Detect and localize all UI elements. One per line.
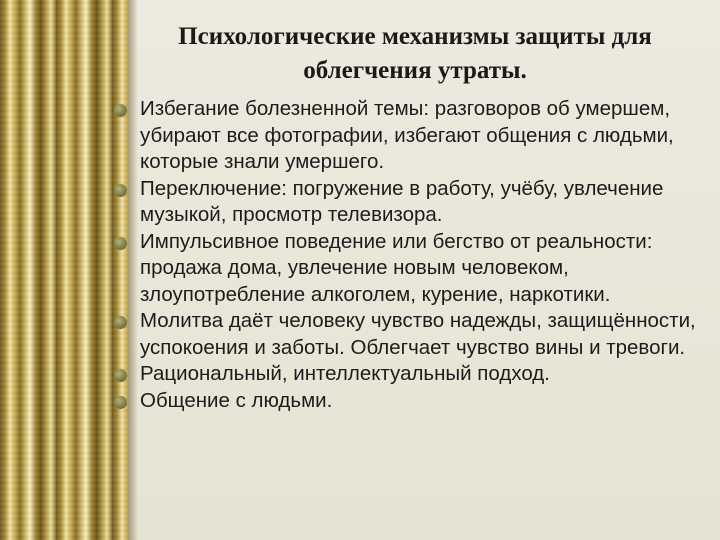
bullet-icon <box>114 104 127 117</box>
list-item <box>112 308 712 361</box>
bullet-text: Избегание болезненной темы: разговоров об умершем, убирают все фотографии, избегают общения с людьми, которые знали умершего. <box>140 97 674 173</box>
bullet-icon <box>114 396 127 409</box>
bullet-icon <box>114 184 127 197</box>
list-item <box>112 361 712 388</box>
bullet-icon <box>114 237 127 250</box>
slide-title: Психологические механизмы защиты для облегчения утраты. <box>178 23 652 84</box>
list-item <box>112 176 712 229</box>
bullet-text: Рациональный, интеллектуальный подход. <box>140 362 550 385</box>
gold-decorative-band <box>0 0 128 540</box>
list-item <box>112 96 712 176</box>
list-item <box>112 388 712 415</box>
bullet-text: Переключение: погружение в работу, учёбу, увлечение музыкой, просмотр телевизора. <box>140 176 664 226</box>
bullet-icon <box>114 369 127 382</box>
list-item <box>112 229 712 309</box>
bullet-list <box>112 96 712 414</box>
bullet-text: Молитва даёт человеку чувство надежды, защищённости, успокоения и заботы. Облегчает чувство вины и тревоги. <box>140 309 696 359</box>
bullet-text: Общение с людьми. <box>140 388 333 412</box>
bullet-text: Импульсивное поведение или бегство от реальности: продажа дома, увлечение новым человеком, злоупотребление алкоголем, курение, наркотики. <box>140 229 653 306</box>
bullet-icon <box>114 316 127 329</box>
